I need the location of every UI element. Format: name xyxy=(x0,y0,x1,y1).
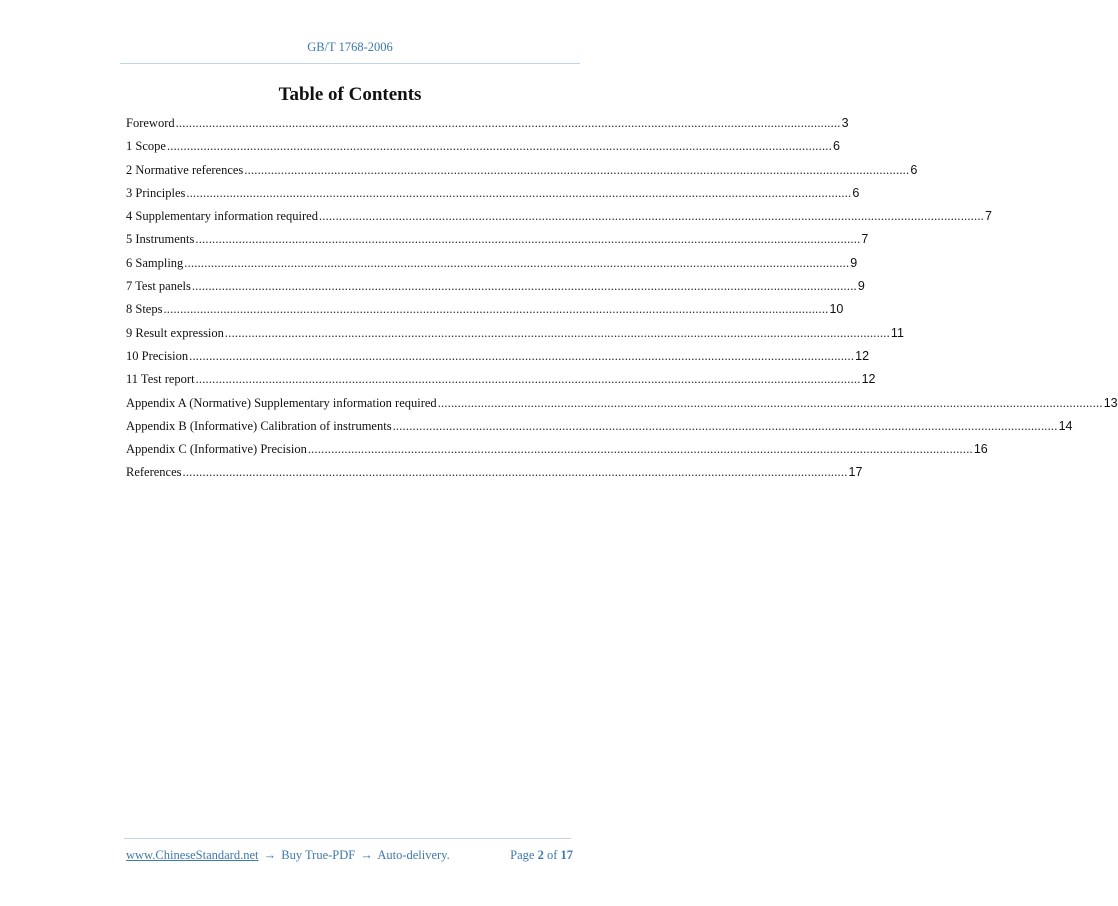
toc-entry-appendix-c[interactable] xyxy=(126,442,988,465)
toc-entry-page: 6 xyxy=(852,185,860,200)
toc-entry-label: Foreword xyxy=(126,116,175,130)
toc-entry-references[interactable] xyxy=(126,465,863,488)
toc-entry-steps[interactable] xyxy=(126,302,844,325)
toc-title: Table of Contents xyxy=(278,84,422,105)
toc-entry-test-panels[interactable] xyxy=(126,279,865,302)
toc-entry-page: 17 xyxy=(848,465,863,480)
dot-leader: ........................................................................................................................................................................................................ xyxy=(307,442,973,457)
toc-entry-label: Appendix B (Informative) Calibration of instruments xyxy=(126,418,392,433)
dot-leader: ........................................................................................................................................................................................................ xyxy=(437,395,1103,410)
arrow-right-icon: → xyxy=(263,848,277,862)
toc-entry-page: 14 xyxy=(1058,418,1073,433)
footer-divider xyxy=(124,838,571,839)
toc-entry-label: 8 Steps xyxy=(126,302,163,317)
toc-entry-page: 12 xyxy=(855,348,870,363)
page-of: of xyxy=(546,848,558,862)
page-total: 17 xyxy=(560,848,573,862)
toc-entry-foreword[interactable] xyxy=(126,116,849,139)
toc-entry-supplementary-information[interactable] xyxy=(126,209,992,232)
dot-leader: ........................................................................................................................................................................................................ xyxy=(244,162,910,177)
toc-entry-label: 3 Principles xyxy=(126,185,186,200)
site-link[interactable]: www.ChineseStandard.net xyxy=(126,848,259,862)
toc-entry-label: 6 Sampling xyxy=(126,255,184,270)
toc-entry-page: 3 xyxy=(841,116,849,130)
dot-leader: ........................................................................................................................................................................................................ xyxy=(186,185,852,200)
page-current: 2 xyxy=(537,848,544,862)
toc-entry-normative-references[interactable] xyxy=(126,162,918,186)
arrow-right-icon: → xyxy=(360,848,373,862)
toc-entry-label: 2 Normative references xyxy=(126,162,244,177)
toc-entry-label: 7 Test panels xyxy=(126,279,191,294)
toc-entry-precision[interactable] xyxy=(126,348,870,372)
toc-entry-label: References xyxy=(126,465,182,480)
dot-leader: ........................................................................................................................................................................................................ xyxy=(189,348,855,363)
running-header: GB/T 1768-2006 xyxy=(307,40,393,54)
toc-entry-test-report[interactable] xyxy=(126,372,876,395)
dot-leader: ........................................................................................................................................................................................................ xyxy=(318,209,984,224)
toc-entry-page: 12 xyxy=(861,372,876,387)
header-divider xyxy=(120,63,580,64)
toc-entry-principles[interactable] xyxy=(126,185,860,209)
dot-leader: ........................................................................................................................................................................................................ xyxy=(392,418,1058,433)
page-label: Page xyxy=(510,848,535,862)
toc-entry-instruments[interactable] xyxy=(126,232,869,255)
toc-entry-label: 9 Result expression xyxy=(126,325,224,340)
toc-entry-page: 16 xyxy=(973,442,988,457)
toc-entry-label: Appendix A (Normative) Supplementary information required xyxy=(126,395,437,410)
toc-entry-label: 4 Supplementary information required xyxy=(126,209,318,224)
dot-leader: ........................................................................................................................................................................................................ xyxy=(195,232,861,247)
toc-entry-result-expression[interactable] xyxy=(126,325,904,349)
toc-entry-page: 10 xyxy=(829,302,844,317)
toc-entry-page: 11 xyxy=(890,325,904,340)
toc-entry-label: 10 Precision xyxy=(126,348,189,363)
toc-entry-label: 5 Instruments xyxy=(126,232,195,247)
toc-entry-page: 6 xyxy=(832,139,840,154)
dot-leader: ........................................................................................................................................................................................................ xyxy=(195,372,861,387)
toc-entry-label: 1 Scope xyxy=(126,139,166,154)
page-number xyxy=(510,848,573,863)
dot-leader: ........................................................................................................................................................................................................ xyxy=(163,302,829,317)
toc-entry-scope[interactable] xyxy=(126,139,840,162)
table-of-contents xyxy=(126,116,1118,489)
toc-entry-page: 9 xyxy=(857,279,865,294)
toc-entry-sampling[interactable] xyxy=(126,255,858,279)
toc-entry-label: Appendix C (Informative) Precision xyxy=(126,442,307,457)
footer-promo xyxy=(126,848,450,863)
dot-leader: ........................................................................................................................................................................................................ xyxy=(191,279,857,294)
toc-entry-label: 11 Test report xyxy=(126,372,195,387)
toc-entry-page: 13 xyxy=(1103,395,1118,410)
buy-true-pdf-text: Buy True-PDF xyxy=(281,848,356,862)
dot-leader: ........................................................................................................................................................................................................ xyxy=(184,255,850,270)
toc-entry-page: 7 xyxy=(984,209,992,224)
dot-leader: ........................................................................................................................................................................................................ xyxy=(166,139,832,154)
toc-entry-appendix-b[interactable] xyxy=(126,418,1073,442)
dot-leader: ........................................................................................................................................................................................................ xyxy=(182,465,848,480)
dot-leader: ........................................................................................................................................................................................................ xyxy=(224,325,890,340)
dot-leader: ........................................................................................................................................................................................................ xyxy=(175,116,841,130)
toc-entry-page: 9 xyxy=(850,255,858,270)
auto-delivery-text: Auto-delivery. xyxy=(377,848,450,862)
toc-entry-page: 7 xyxy=(861,232,869,247)
toc-entry-appendix-a[interactable] xyxy=(126,395,1118,419)
toc-entry-page: 6 xyxy=(910,162,918,177)
